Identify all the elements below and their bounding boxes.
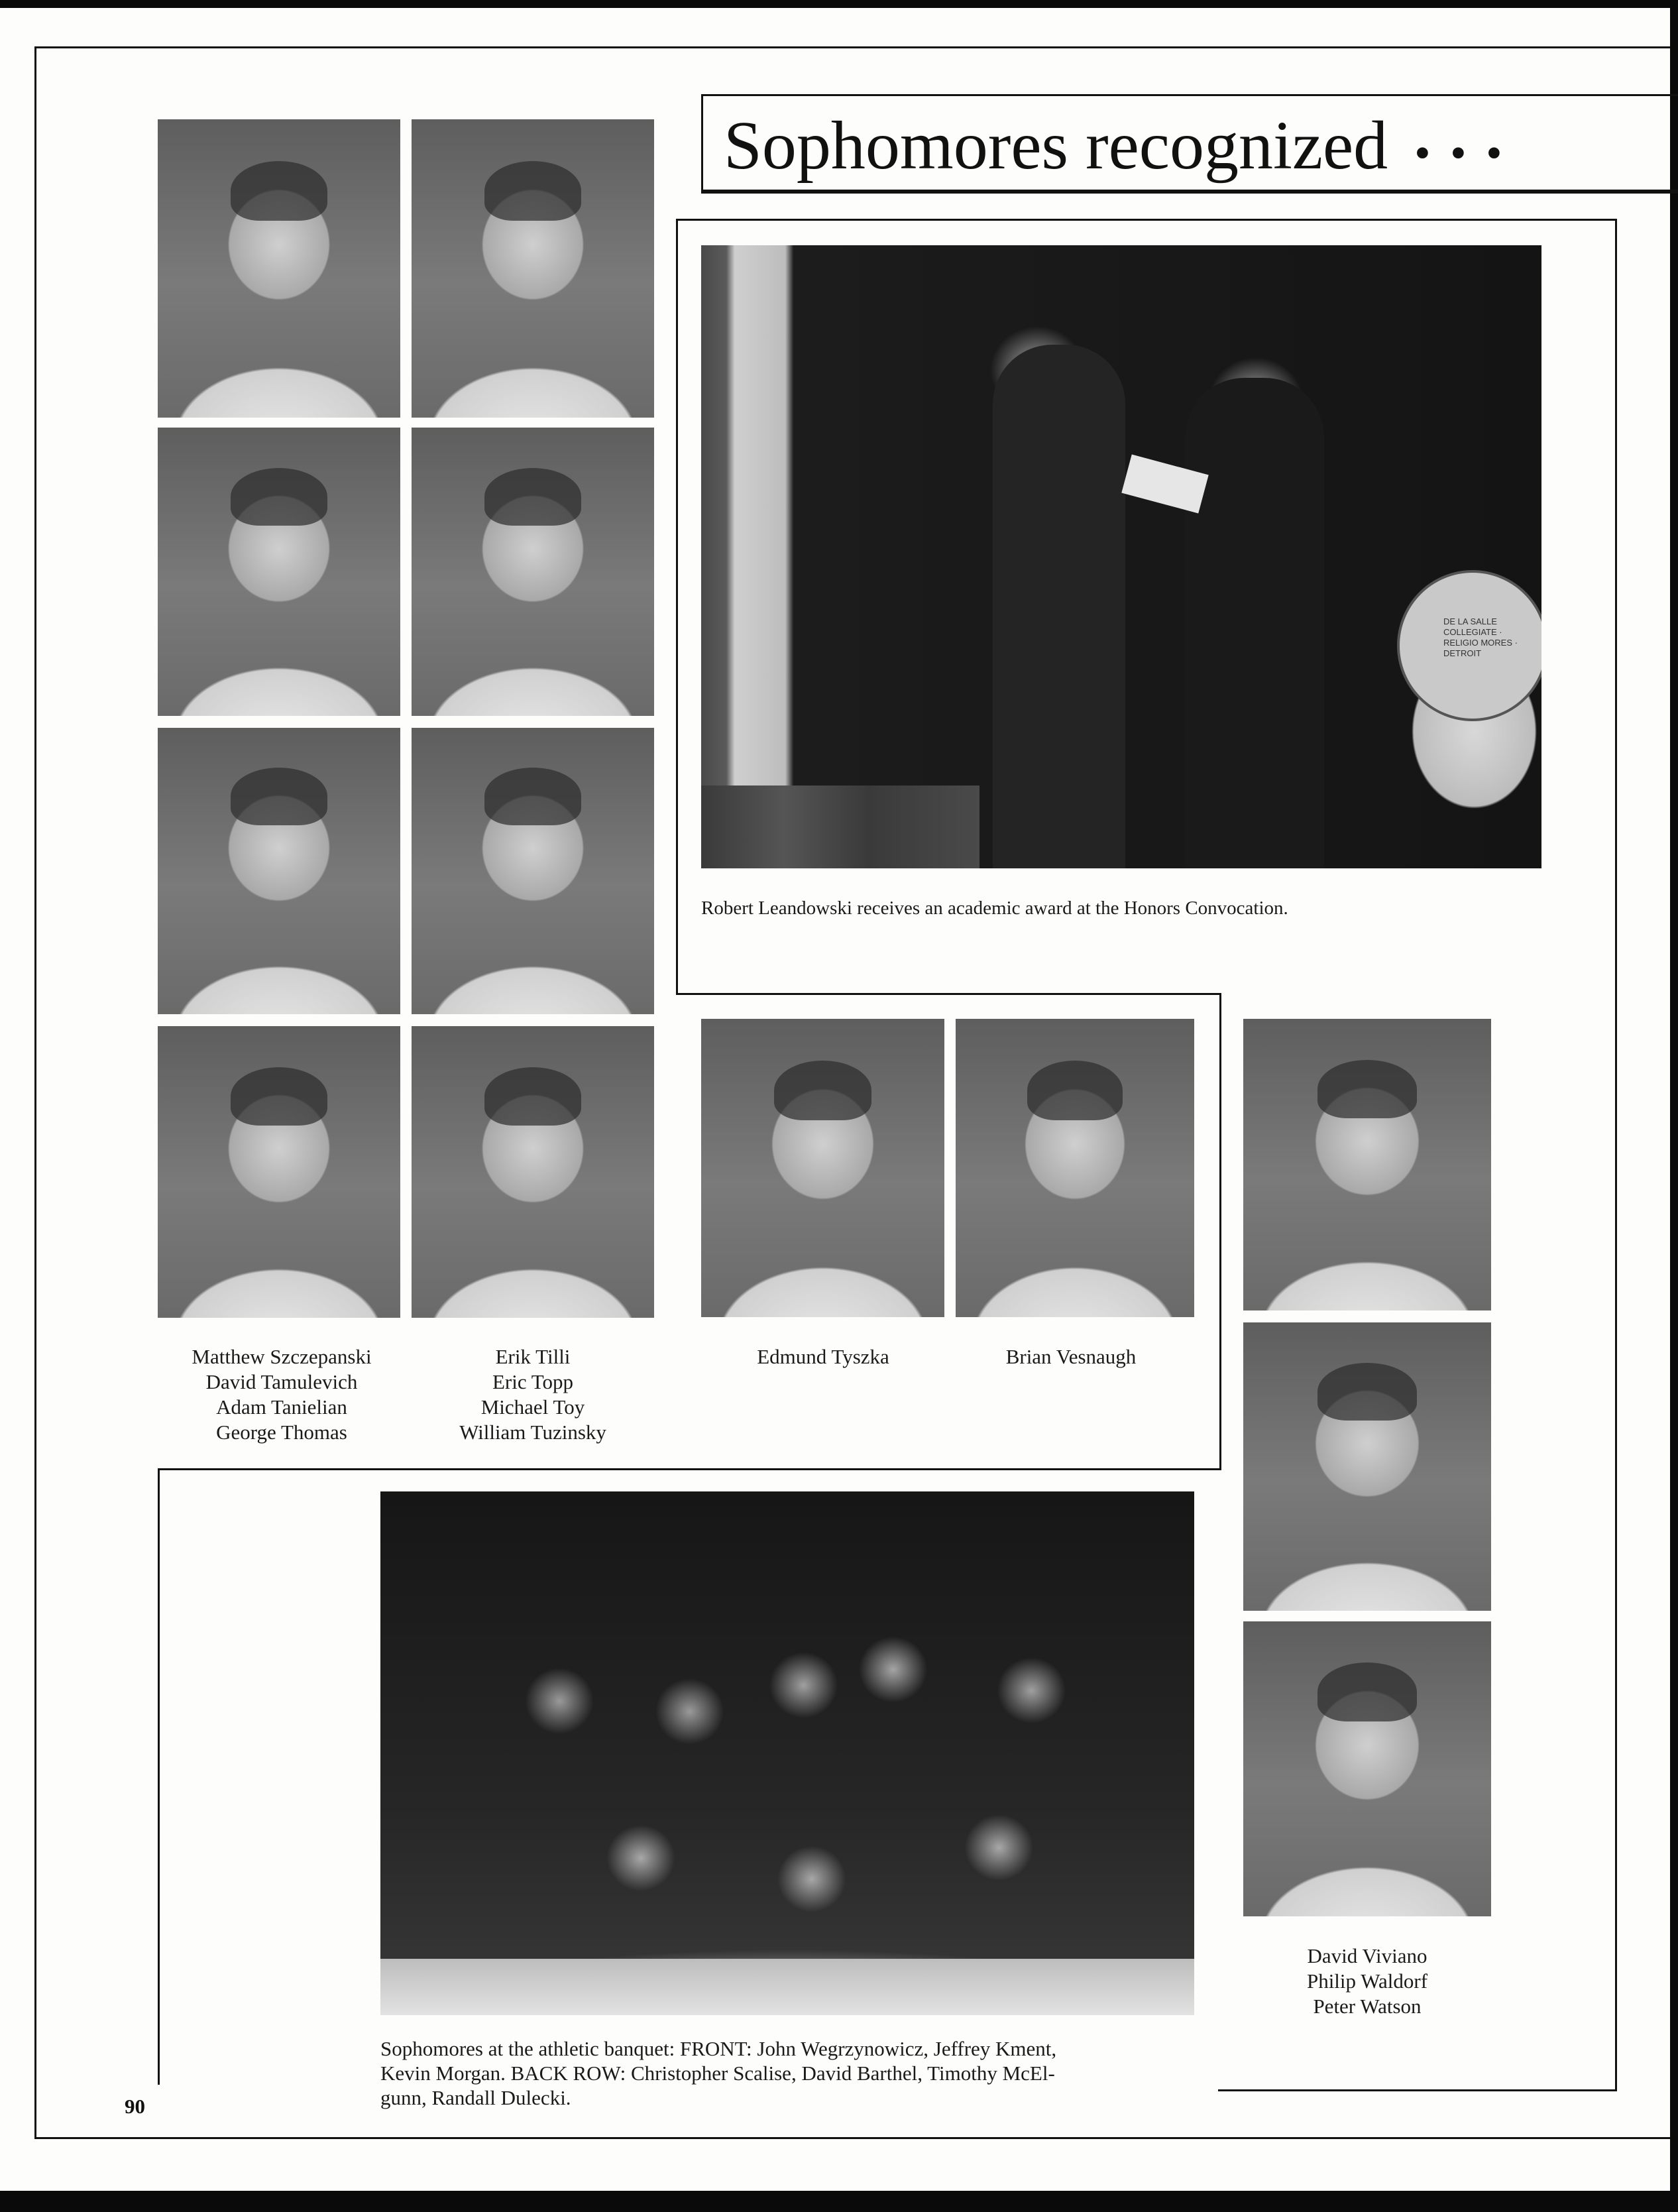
portrait-brian-vesnaugh [956,1019,1194,1317]
name-erik-tilli: Erik Tilli [495,1345,571,1368]
feature-photo-caption: Robert Leandowski receives an academic award at the Honors Convocation. [701,898,1288,919]
names-column-1 [149,1344,414,1445]
feature-frame-left [676,219,678,994]
portrait-eric-topp [412,428,654,716]
portrait-edmund-tyszka [701,1019,944,1317]
stage-table [701,786,979,868]
banquet-caption-line-1: Sophomores at the athletic banquet: FRONT: John Wegrzynowicz, Jeffrey Kment, [380,2037,1057,2060]
portrait-peter-watson [1243,1621,1491,1916]
page-title [724,99,1506,192]
portrait-matthew-szczepanski [158,119,400,418]
banquet-table [380,1959,1194,2015]
portrait-philip-waldorf [1243,1322,1491,1611]
feature-frame-bottom [676,993,1221,995]
name-george-thomas: George Thomas [216,1421,347,1444]
title-bullets: • • • [1414,128,1506,179]
page-right-edge [1670,8,1678,2191]
award-recipient-figure [993,345,1125,868]
page-frame-bottom [34,2137,1678,2139]
award-presenter-figure [1185,378,1324,868]
feature-frame-top [676,219,1617,221]
page-frame-top [34,46,1678,48]
portrait-erik-tilli [412,119,654,418]
name-david-tamulevich: David Tamulevich [205,1370,358,1393]
portrait-michael-toy [412,728,654,1014]
middle-frame-bottom [158,1468,1221,1470]
name-adam-tanielian: Adam Tanielian [216,1395,347,1419]
name-eric-topp: Eric Topp [492,1370,574,1393]
banquet-frame-left [158,1468,160,2085]
banquet-caption [380,2036,1056,2110]
name-peter-watson: Peter Watson [1313,1995,1422,2018]
portrait-william-tuzinsky [412,1026,654,1318]
name-william-tuzinsky: William Tuzinsky [459,1421,606,1444]
page-number: 90 [125,2095,145,2118]
feature-frame-right [1615,219,1617,2091]
page-frame-left [34,46,36,2138]
banquet-caption-line-2: Kevin Morgan. BACK ROW: Christopher Scalise, David Barthel, Timothy McEl- [380,2062,1055,2085]
name-philip-waldorf: Philip Waldorf [1306,1969,1428,1993]
name-michael-toy: Michael Toy [480,1395,585,1419]
feature-photo [701,245,1541,868]
page-title-text: Sophomores recognized [724,107,1388,184]
names-column-2 [400,1344,665,1445]
banquet-caption-line-3: gunn, Randall Dulecki. [380,2086,571,2109]
name-brian-vesnaugh: Brian Vesnaugh [1005,1345,1137,1368]
name-david-viviano: David Viviano [1307,1944,1427,1967]
banquet-photo [380,1491,1194,2015]
portrait-david-viviano [1243,1019,1491,1310]
middle-frame-right [1219,993,1221,1470]
podium-seal-text: DE LA SALLE COLLEGIATE · RELIGIO MORES · DETROIT [1443,616,1518,658]
banquet-frame-bottom [1218,2089,1617,2091]
name-edmund-tyszka: Edmund Tyszka [757,1345,889,1368]
portrait-david-tamulevich [158,428,400,716]
name-matthew-szczepanski: Matthew Szczepanski [192,1345,372,1368]
portrait-adam-tanielian [158,728,400,1014]
names-column-5 [1235,1944,1500,2019]
portrait-george-thomas [158,1026,400,1318]
